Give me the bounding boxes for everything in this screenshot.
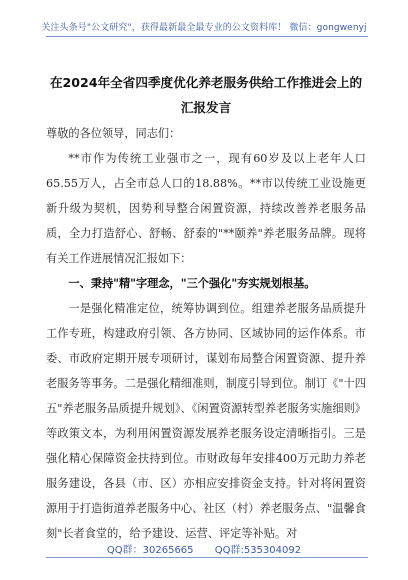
salutation: 尊敬的各位领导，同志们： xyxy=(46,127,181,140)
footer-divider xyxy=(46,557,368,558)
section-paragraph: 一是强化精准定位，统筹协调到位。组建养老服务品质提升工作专班，构建政府引领、各方协同、区域协同的运作体系。市委、市政府定期开展专项研讨，谋划布局整合闲置资源、提升养老服务等事务。二是强化精细准则，制度引导到位。制订《"十四五"养老服务品质提升规划》、《闲置资源转型养老服务实施细则》等政策文本，为利用闲置资源发展养老服务设定清晰指引。三是强化精心保障资金扶持到位。市财政每年安排400万元助力养老服务建设，各县（市、区）亦相应安排资金支持。针对将闲置资源用于打造街道养老服务中心、社区（村）养老服务点、"温馨食刻"长者食堂的，给予建设、运营、评定等补贴。对 xyxy=(46,302,366,540)
document-title: 在2024年全省四季度优化养老服务供给工作推进会上的汇报发言 xyxy=(49,75,363,115)
footer-qq-group-2: QQ群:535304092 xyxy=(214,545,302,556)
document-body xyxy=(46,121,366,546)
section-heading: 一、秉持"精"字理念，"三个强化"夯实规划根基。 xyxy=(68,277,316,290)
footer-qq-group-1: QQ群：30265665 xyxy=(106,545,194,556)
intro-paragraph: **市作为传统工业强市之一，现有60岁及以上老年人口65.55万人，占全市总人口的18.88%。**市以传统工业设施更新升级为契机，因势利导整合闲置资源，持续改善养老服务品质，全力打造舒心、舒畅、舒泰的"**颐养"养老服务品牌。现将有关工作进展情况汇报如下： xyxy=(46,152,366,265)
page-header-banner: 关注头条号"公文研究"，获得最新最全最专业的公文资料库！ 微信：gongwenyj xyxy=(41,23,367,33)
page-footer xyxy=(0,541,408,556)
header-divider xyxy=(46,36,368,37)
